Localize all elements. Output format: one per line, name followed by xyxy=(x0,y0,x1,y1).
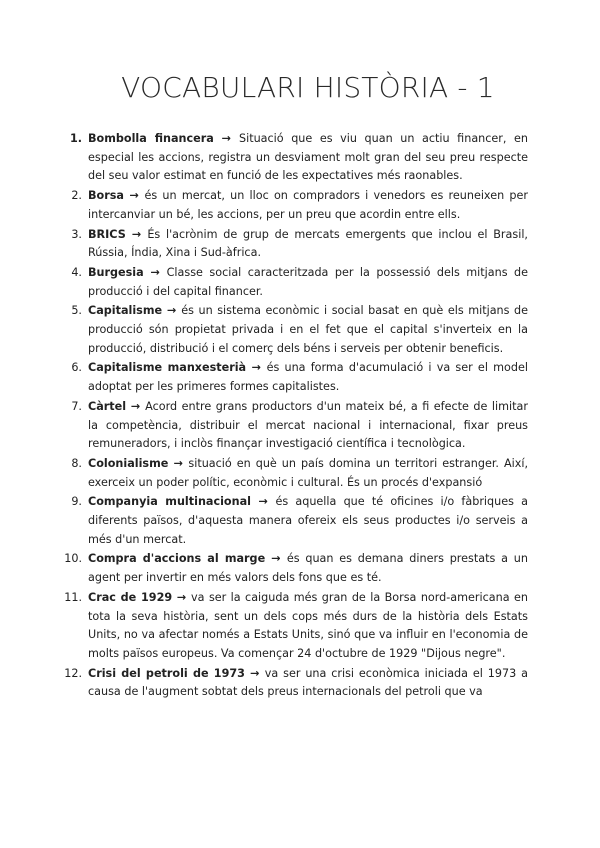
vocabulary-item xyxy=(64,550,528,587)
item-term: Bombolla financera xyxy=(88,132,214,145)
arrow-icon: → xyxy=(246,361,267,375)
page-title: VOCABULARI HISTÒRIA - 1 xyxy=(121,71,495,104)
item-number: 8. xyxy=(71,456,82,470)
item-definition: situació en què un país domina un territori estranger. Així, exerceix un poder polític, econòmic i cultural. És un procés d'expansió xyxy=(88,456,529,489)
item-number: 7. xyxy=(71,399,82,413)
item-definition: Classe social caracteritzada per la possessió dels mitjans de producció i del capital financer. xyxy=(88,265,528,298)
arrow-icon: → xyxy=(123,189,145,203)
item-number: 6. xyxy=(71,361,82,375)
arrow-icon: → xyxy=(172,590,192,604)
vocabulary-item xyxy=(71,359,528,396)
vocabulary-item xyxy=(71,264,528,301)
item-term: Companyia multinacional xyxy=(88,495,251,509)
item-definition: Acord entre grans productors d'un mateix bé, a fi efecte de limitar la competència, distribuir el mercat nacional i internacional, fixar preus remuneradors, i inclòs finançar investigació científica i tecnològica. xyxy=(88,399,528,451)
item-number: 1. xyxy=(69,132,82,145)
item-term: Capitalisme xyxy=(88,304,163,318)
arrow-icon: → xyxy=(244,666,265,680)
item-term: Borsa xyxy=(88,189,124,203)
item-definition: És l'acrònim de grup de mercats emergents que inclou el Brasil, Rússia, Índia, Xina i Sud-àfrica. xyxy=(88,227,528,260)
item-definition: és un mercat, un lloc on compradors i venedors es reuneixen per intercanviar un bé, les accions, per un preu que acordin entre ells. xyxy=(88,189,528,221)
item-definition: Situació que es viu quan un actiu financer, en especial les accions, registra un desviament molt gran del seu preu respecte del seu valor estimat en funció de les expectatives més raonables. xyxy=(88,132,529,183)
vocabulary-item xyxy=(64,665,528,702)
item-term: Crisi del petroli de 1973 xyxy=(88,666,245,680)
arrow-icon: → xyxy=(168,456,189,470)
item-term: Burgesia xyxy=(88,265,144,279)
item-term: Compra d'accions al marge xyxy=(88,552,266,566)
item-number: 4. xyxy=(71,265,82,279)
arrow-icon: → xyxy=(250,495,276,509)
arrow-icon: → xyxy=(162,304,182,318)
item-definition: va ser la caiguda més gran de la Borsa nord-americana en tota la seva història, sent un dels cops més durs de la història dels Estats Units, no va afectar només a Estats Units, sinó que va influir en l'economia de molts països europeus. Va començar 24 d'octubre de 1929 "Dijous negre". xyxy=(88,590,528,660)
vocabulary-item xyxy=(71,226,528,263)
arrow-icon: → xyxy=(126,399,146,413)
vocabulary-item xyxy=(71,493,528,549)
item-number: 9. xyxy=(71,495,82,509)
item-term: Crac de 1929 xyxy=(88,590,173,604)
arrow-icon: → xyxy=(143,265,167,279)
arrow-icon: → xyxy=(213,132,239,145)
item-term: BRICS xyxy=(88,227,126,241)
item-term: Càrtel xyxy=(88,399,127,413)
item-definition: va ser una crisi econòmica iniciada el 1973 a causa de l'augment sobtat dels preus internacionals del petroli que va xyxy=(88,666,528,699)
item-definition: és aquella que té oficines i/o fàbriques a diferents països, d'aquesta manera ofereix els seus productes i/o serveis a més d'un mercat. xyxy=(88,495,528,546)
vocabulary-item xyxy=(71,455,529,492)
item-definition: és una forma d'acumulació i va ser el model adoptat per les primeres formes capitalistes. xyxy=(88,361,528,394)
item-number: 3. xyxy=(71,227,82,241)
vocabulary-item xyxy=(64,589,528,664)
item-term: Capitalisme manxesterià xyxy=(88,361,247,375)
arrow-icon: → xyxy=(125,227,148,241)
item-term: Colonialisme xyxy=(88,456,169,470)
item-number: 12. xyxy=(64,666,82,680)
vocabulary-item xyxy=(69,130,529,186)
item-definition: és un sistema econòmic i social basat en què els mitjans de producció són propietat privada i en el fet que el capital s'inverteix en la producció, distribució i el comerç dels béns i serveis per obtenir beneficis. xyxy=(88,304,528,355)
item-number: 11. xyxy=(64,590,82,604)
item-number: 2. xyxy=(71,189,82,203)
vocabulary-list xyxy=(64,130,529,702)
item-number: 5. xyxy=(71,304,82,318)
vocabulary-item xyxy=(71,187,528,224)
item-definition: és quan es demana diners prestats a un agent per invertir en més valors dels fons que es té. xyxy=(88,552,528,585)
vocabulary-item xyxy=(71,398,528,454)
vocabulary-item xyxy=(71,302,528,358)
arrow-icon: → xyxy=(265,552,287,566)
item-number: 10. xyxy=(64,552,82,566)
